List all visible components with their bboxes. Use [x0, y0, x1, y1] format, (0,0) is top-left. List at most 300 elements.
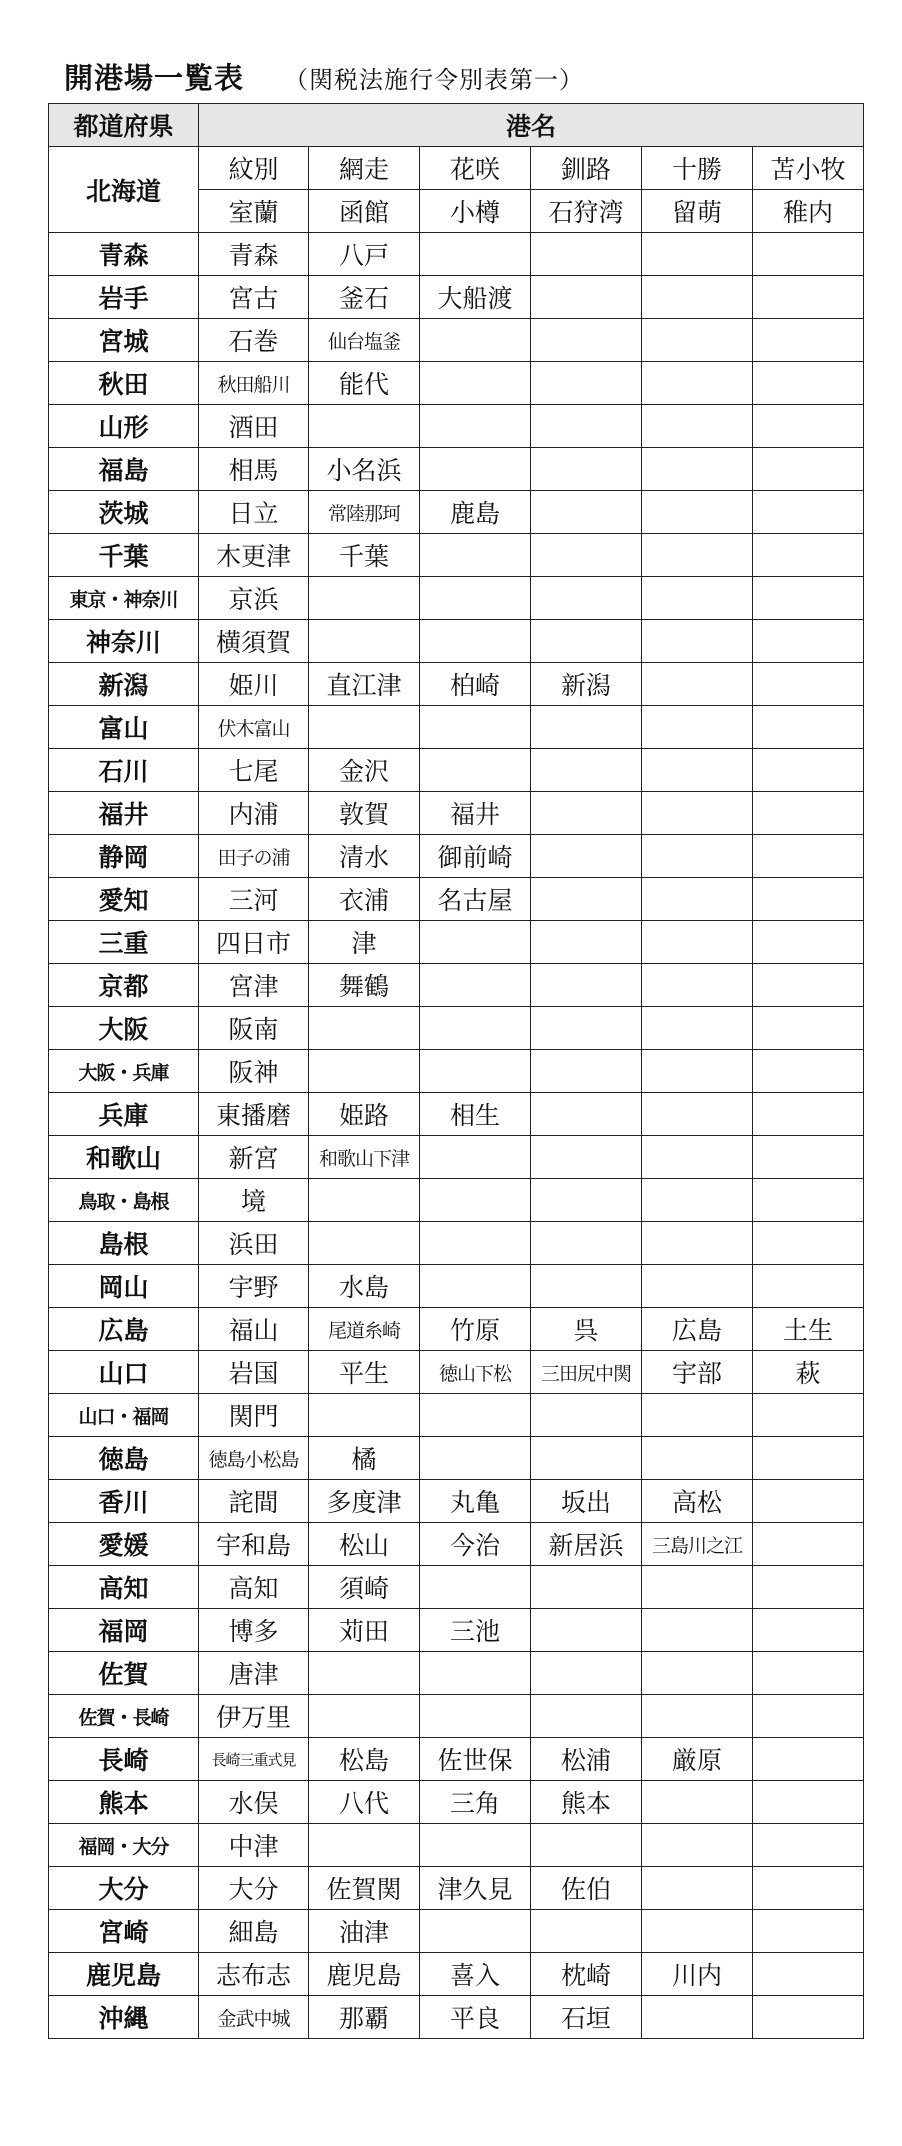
empty-cell — [753, 1695, 864, 1738]
port-name-cell: 八戸 — [309, 233, 420, 276]
table-row — [49, 964, 864, 1007]
empty-cell — [420, 448, 531, 491]
table-row — [49, 835, 864, 878]
prefecture-cell: 島根 — [49, 1222, 199, 1265]
empty-cell — [309, 620, 420, 663]
empty-cell — [531, 1222, 642, 1265]
empty-cell — [309, 1824, 420, 1867]
empty-cell — [531, 706, 642, 749]
empty-cell — [642, 1179, 753, 1222]
port-name-cell: 横須賀 — [199, 620, 309, 663]
port-name-cell: 紋別 — [199, 147, 309, 190]
empty-cell — [753, 233, 864, 276]
empty-cell — [420, 964, 531, 1007]
port-name-cell: 平生 — [309, 1351, 420, 1394]
empty-cell — [531, 1695, 642, 1738]
empty-cell — [420, 921, 531, 964]
prefecture-cell: 京都 — [49, 964, 199, 1007]
port-name-cell: 田子の浦 — [199, 835, 309, 878]
empty-cell — [753, 1824, 864, 1867]
port-name-cell: 函館 — [309, 190, 420, 233]
port-name-cell: 竹原 — [420, 1308, 531, 1351]
empty-cell — [642, 577, 753, 620]
port-name-cell: 松山 — [309, 1523, 420, 1566]
port-name-cell: 福山 — [199, 1308, 309, 1351]
port-name-cell: 秋田船川 — [199, 362, 309, 405]
empty-cell — [642, 1695, 753, 1738]
empty-cell — [309, 1179, 420, 1222]
empty-cell — [753, 1781, 864, 1824]
empty-cell — [642, 1394, 753, 1437]
empty-cell — [420, 1007, 531, 1050]
empty-cell — [753, 1523, 864, 1566]
prefecture-cell: 宮崎 — [49, 1910, 199, 1953]
port-name-cell: 苅田 — [309, 1609, 420, 1652]
port-name-cell: 日立 — [199, 491, 309, 534]
empty-cell — [753, 1394, 864, 1437]
port-name-cell: 常陸那珂 — [309, 491, 420, 534]
port-name-cell: 丸亀 — [420, 1480, 531, 1523]
table-row — [49, 405, 864, 448]
empty-cell — [642, 749, 753, 792]
empty-cell — [420, 620, 531, 663]
prefecture-cell: 佐賀 — [49, 1652, 199, 1695]
header-port-names: 港名 — [199, 104, 864, 147]
table-row — [49, 1953, 864, 1996]
empty-cell — [642, 1050, 753, 1093]
empty-cell — [420, 233, 531, 276]
empty-cell — [420, 1910, 531, 1953]
empty-cell — [642, 1136, 753, 1179]
empty-cell — [309, 1222, 420, 1265]
empty-cell — [531, 405, 642, 448]
table-row — [49, 577, 864, 620]
port-name-cell: 木更津 — [199, 534, 309, 577]
port-name-cell: 和歌山下津 — [309, 1136, 420, 1179]
table-row — [49, 620, 864, 663]
empty-cell — [420, 405, 531, 448]
empty-cell — [642, 1781, 753, 1824]
port-name-cell: 苫小牧 — [753, 147, 864, 190]
empty-cell — [531, 577, 642, 620]
prefecture-cell: 愛知 — [49, 878, 199, 921]
port-name-cell: 橘 — [309, 1437, 420, 1480]
table-row — [49, 1179, 864, 1222]
table-row — [49, 276, 864, 319]
port-name-cell: 小名浜 — [309, 448, 420, 491]
port-name-cell: 広島 — [642, 1308, 753, 1351]
empty-cell — [642, 1265, 753, 1308]
port-name-cell: 姫川 — [199, 663, 309, 706]
empty-cell — [753, 1179, 864, 1222]
empty-cell — [531, 319, 642, 362]
port-name-cell: 萩 — [753, 1351, 864, 1394]
empty-cell — [753, 1910, 864, 1953]
prefecture-cell: 鹿児島 — [49, 1953, 199, 1996]
empty-cell — [420, 749, 531, 792]
table-row — [49, 1738, 864, 1781]
empty-cell — [753, 1953, 864, 1996]
empty-cell — [420, 1265, 531, 1308]
empty-cell — [753, 1136, 864, 1179]
table-row — [49, 1007, 864, 1050]
port-name-cell: 長崎三重式見 — [199, 1738, 309, 1781]
port-name-cell: 宇部 — [642, 1351, 753, 1394]
empty-cell — [309, 706, 420, 749]
port-name-cell: 東播磨 — [199, 1093, 309, 1136]
port-name-cell: 中津 — [199, 1824, 309, 1867]
table-row — [49, 362, 864, 405]
empty-cell — [753, 706, 864, 749]
empty-cell — [531, 276, 642, 319]
empty-cell — [753, 491, 864, 534]
prefecture-cell: 茨城 — [49, 491, 199, 534]
empty-cell — [642, 835, 753, 878]
port-name-cell: 土生 — [753, 1308, 864, 1351]
empty-cell — [642, 1093, 753, 1136]
empty-cell — [753, 620, 864, 663]
port-name-cell: 三河 — [199, 878, 309, 921]
port-name-cell: 高松 — [642, 1480, 753, 1523]
prefecture-cell: 福井 — [49, 792, 199, 835]
empty-cell — [531, 1179, 642, 1222]
empty-cell — [531, 878, 642, 921]
prefecture-cell: 長崎 — [49, 1738, 199, 1781]
empty-cell — [420, 577, 531, 620]
prefecture-cell: 千葉 — [49, 534, 199, 577]
empty-cell — [309, 1695, 420, 1738]
port-name-cell: 大分 — [199, 1867, 309, 1910]
empty-cell — [753, 1007, 864, 1050]
port-name-cell: 室蘭 — [199, 190, 309, 233]
port-name-cell: 花咲 — [420, 147, 531, 190]
port-name-cell: 佐賀関 — [309, 1867, 420, 1910]
empty-cell — [531, 835, 642, 878]
port-name-cell: 金沢 — [309, 749, 420, 792]
empty-cell — [642, 1222, 753, 1265]
empty-cell — [642, 362, 753, 405]
port-name-cell: 留萌 — [642, 190, 753, 233]
port-name-cell: 新潟 — [531, 663, 642, 706]
table-row — [49, 1351, 864, 1394]
empty-cell — [420, 1394, 531, 1437]
port-name-cell: 唐津 — [199, 1652, 309, 1695]
empty-cell — [753, 1480, 864, 1523]
table-row — [49, 663, 864, 706]
port-name-cell: 津久見 — [420, 1867, 531, 1910]
empty-cell — [420, 1566, 531, 1609]
prefecture-cell: 宮城 — [49, 319, 199, 362]
empty-cell — [642, 792, 753, 835]
empty-cell — [642, 233, 753, 276]
table-row — [49, 1695, 864, 1738]
empty-cell — [531, 448, 642, 491]
empty-cell — [642, 1996, 753, 2039]
empty-cell — [420, 534, 531, 577]
prefecture-cell: 新潟 — [49, 663, 199, 706]
empty-cell — [753, 448, 864, 491]
empty-cell — [309, 577, 420, 620]
table-row — [49, 878, 864, 921]
empty-cell — [642, 1867, 753, 1910]
empty-cell — [753, 319, 864, 362]
table-row — [49, 147, 864, 190]
port-name-cell: 坂出 — [531, 1480, 642, 1523]
port-name-cell: 御前崎 — [420, 835, 531, 878]
empty-cell — [420, 1824, 531, 1867]
prefecture-cell: 鳥取・島根 — [49, 1179, 199, 1222]
empty-cell — [309, 1652, 420, 1695]
empty-cell — [531, 1566, 642, 1609]
port-name-cell: 清水 — [309, 835, 420, 878]
port-name-cell: 福井 — [420, 792, 531, 835]
empty-cell — [753, 749, 864, 792]
port-name-cell: 釜石 — [309, 276, 420, 319]
empty-cell — [642, 1609, 753, 1652]
port-name-cell: 博多 — [199, 1609, 309, 1652]
empty-cell — [420, 1050, 531, 1093]
prefecture-cell: 兵庫 — [49, 1093, 199, 1136]
port-name-cell: 新宮 — [199, 1136, 309, 1179]
prefecture-cell: 富山 — [49, 706, 199, 749]
empty-cell — [753, 1652, 864, 1695]
table-row — [49, 491, 864, 534]
port-name-cell: 佐伯 — [531, 1867, 642, 1910]
port-name-cell: 熊本 — [531, 1781, 642, 1824]
prefecture-cell: 高知 — [49, 1566, 199, 1609]
port-name-cell: 宇和島 — [199, 1523, 309, 1566]
port-name-cell: 境 — [199, 1179, 309, 1222]
table-row — [49, 921, 864, 964]
port-name-cell: 関門 — [199, 1394, 309, 1437]
empty-cell — [642, 491, 753, 534]
port-name-cell: 三島川之江 — [642, 1523, 753, 1566]
table-header-row — [49, 104, 864, 147]
port-name-cell: 舞鶴 — [309, 964, 420, 1007]
table-row — [49, 1222, 864, 1265]
port-name-cell: 金武中城 — [199, 1996, 309, 2039]
port-name-cell: 酒田 — [199, 405, 309, 448]
empty-cell — [642, 1824, 753, 1867]
port-name-cell: 石巻 — [199, 319, 309, 362]
empty-cell — [420, 1695, 531, 1738]
empty-cell — [753, 276, 864, 319]
empty-cell — [642, 1437, 753, 1480]
prefecture-cell: 熊本 — [49, 1781, 199, 1824]
port-name-cell: 平良 — [420, 1996, 531, 2039]
prefecture-cell: 福島 — [49, 448, 199, 491]
prefecture-cell: 和歌山 — [49, 1136, 199, 1179]
empty-cell — [753, 1609, 864, 1652]
table-row — [49, 1093, 864, 1136]
port-name-cell: 松浦 — [531, 1738, 642, 1781]
prefecture-cell: 岩手 — [49, 276, 199, 319]
empty-cell — [642, 706, 753, 749]
port-name-cell: 稚内 — [753, 190, 864, 233]
port-name-cell: 宮津 — [199, 964, 309, 1007]
prefecture-cell: 広島 — [49, 1308, 199, 1351]
empty-cell — [420, 1652, 531, 1695]
prefecture-cell: 香川 — [49, 1480, 199, 1523]
port-name-cell: 津 — [309, 921, 420, 964]
port-name-cell: 鹿島 — [420, 491, 531, 534]
empty-cell — [309, 1050, 420, 1093]
empty-cell — [753, 577, 864, 620]
empty-cell — [753, 663, 864, 706]
prefecture-cell: 福岡・大分 — [49, 1824, 199, 1867]
empty-cell — [531, 620, 642, 663]
port-name-cell: 姫路 — [309, 1093, 420, 1136]
table-row — [49, 1824, 864, 1867]
port-name-cell: 三池 — [420, 1609, 531, 1652]
prefecture-cell: 三重 — [49, 921, 199, 964]
empty-cell — [531, 491, 642, 534]
empty-cell — [531, 792, 642, 835]
port-name-cell: 石狩湾 — [531, 190, 642, 233]
prefecture-cell: 東京・神奈川 — [49, 577, 199, 620]
empty-cell — [420, 1179, 531, 1222]
empty-cell — [753, 1093, 864, 1136]
empty-cell — [642, 276, 753, 319]
prefecture-cell: 青森 — [49, 233, 199, 276]
port-name-cell: 網走 — [309, 147, 420, 190]
table-row — [49, 1050, 864, 1093]
table-row — [49, 1136, 864, 1179]
empty-cell — [753, 1437, 864, 1480]
empty-cell — [642, 534, 753, 577]
page-subtitle: （関税法施行令別表第一） — [284, 66, 585, 94]
empty-cell — [531, 1910, 642, 1953]
prefecture-cell: 大分 — [49, 1867, 199, 1910]
port-name-cell: 尾道糸崎 — [309, 1308, 420, 1351]
empty-cell — [642, 319, 753, 362]
empty-cell — [309, 1394, 420, 1437]
empty-cell — [753, 921, 864, 964]
prefecture-cell: 石川 — [49, 749, 199, 792]
port-name-cell: 今治 — [420, 1523, 531, 1566]
prefecture-cell: 沖縄 — [49, 1996, 199, 2039]
table-row — [49, 1523, 864, 1566]
port-name-cell: 阪神 — [199, 1050, 309, 1093]
port-name-cell: 相生 — [420, 1093, 531, 1136]
port-name-cell: 釧路 — [531, 147, 642, 190]
prefecture-cell: 大阪・兵庫 — [49, 1050, 199, 1093]
prefecture-cell: 大阪 — [49, 1007, 199, 1050]
empty-cell — [531, 1394, 642, 1437]
table-row — [49, 1652, 864, 1695]
port-name-cell: 詫間 — [199, 1480, 309, 1523]
table-row — [49, 749, 864, 792]
table-row — [49, 448, 864, 491]
prefecture-cell: 神奈川 — [49, 620, 199, 663]
table-row — [49, 1394, 864, 1437]
port-name-cell: 仙台塩釜 — [309, 319, 420, 362]
empty-cell — [753, 1050, 864, 1093]
port-name-cell: 岩国 — [199, 1351, 309, 1394]
empty-cell — [642, 620, 753, 663]
empty-cell — [309, 1007, 420, 1050]
port-name-cell: 松島 — [309, 1738, 420, 1781]
empty-cell — [531, 1824, 642, 1867]
port-name-cell: 鹿児島 — [309, 1953, 420, 1996]
port-name-cell: 千葉 — [309, 534, 420, 577]
prefecture-cell: 福岡 — [49, 1609, 199, 1652]
port-name-cell: 阪南 — [199, 1007, 309, 1050]
port-name-cell: 能代 — [309, 362, 420, 405]
port-name-cell: 柏崎 — [420, 663, 531, 706]
port-name-cell: 水俣 — [199, 1781, 309, 1824]
empty-cell — [531, 534, 642, 577]
empty-cell — [642, 405, 753, 448]
empty-cell — [642, 663, 753, 706]
port-name-cell: 枕崎 — [531, 1953, 642, 1996]
port-name-cell: 三角 — [420, 1781, 531, 1824]
table-row — [49, 1781, 864, 1824]
port-name-cell: 佐世保 — [420, 1738, 531, 1781]
empty-cell — [420, 362, 531, 405]
port-name-cell: 相馬 — [199, 448, 309, 491]
port-name-cell: 浜田 — [199, 1222, 309, 1265]
table-row — [49, 706, 864, 749]
empty-cell — [531, 1136, 642, 1179]
empty-cell — [642, 1007, 753, 1050]
table-body — [49, 147, 864, 2039]
empty-cell — [531, 1437, 642, 1480]
port-name-cell: 呉 — [531, 1308, 642, 1351]
empty-cell — [531, 1007, 642, 1050]
prefecture-cell: 秋田 — [49, 362, 199, 405]
port-table — [48, 103, 864, 2039]
empty-cell — [642, 1652, 753, 1695]
port-name-cell: 京浜 — [199, 577, 309, 620]
table-row — [49, 1308, 864, 1351]
empty-cell — [642, 448, 753, 491]
port-name-cell: 徳島小松島 — [199, 1437, 309, 1480]
table-row — [49, 1480, 864, 1523]
empty-cell — [531, 1050, 642, 1093]
empty-cell — [531, 233, 642, 276]
port-name-cell: 小樽 — [420, 190, 531, 233]
table-row — [49, 534, 864, 577]
empty-cell — [531, 1652, 642, 1695]
port-name-cell: 高知 — [199, 1566, 309, 1609]
port-name-cell: 七尾 — [199, 749, 309, 792]
empty-cell — [753, 1222, 864, 1265]
empty-cell — [531, 964, 642, 1007]
table-row — [49, 1910, 864, 1953]
empty-cell — [420, 1437, 531, 1480]
header-prefecture: 都道府県 — [49, 104, 199, 147]
empty-cell — [642, 964, 753, 1007]
empty-cell — [642, 878, 753, 921]
empty-cell — [531, 921, 642, 964]
port-name-cell: 徳山下松 — [420, 1351, 531, 1394]
empty-cell — [420, 319, 531, 362]
port-name-cell: 宇野 — [199, 1265, 309, 1308]
port-name-cell: 多度津 — [309, 1480, 420, 1523]
port-name-cell: 水島 — [309, 1265, 420, 1308]
table-row — [49, 792, 864, 835]
table-row — [49, 1437, 864, 1480]
port-name-cell: 石垣 — [531, 1996, 642, 2039]
port-name-cell: 敦賀 — [309, 792, 420, 835]
port-name-cell: 厳原 — [642, 1738, 753, 1781]
prefecture-cell: 佐賀・長崎 — [49, 1695, 199, 1738]
port-name-cell: 四日市 — [199, 921, 309, 964]
table-row — [49, 1996, 864, 2039]
empty-cell — [753, 405, 864, 448]
prefecture-cell: 愛媛 — [49, 1523, 199, 1566]
